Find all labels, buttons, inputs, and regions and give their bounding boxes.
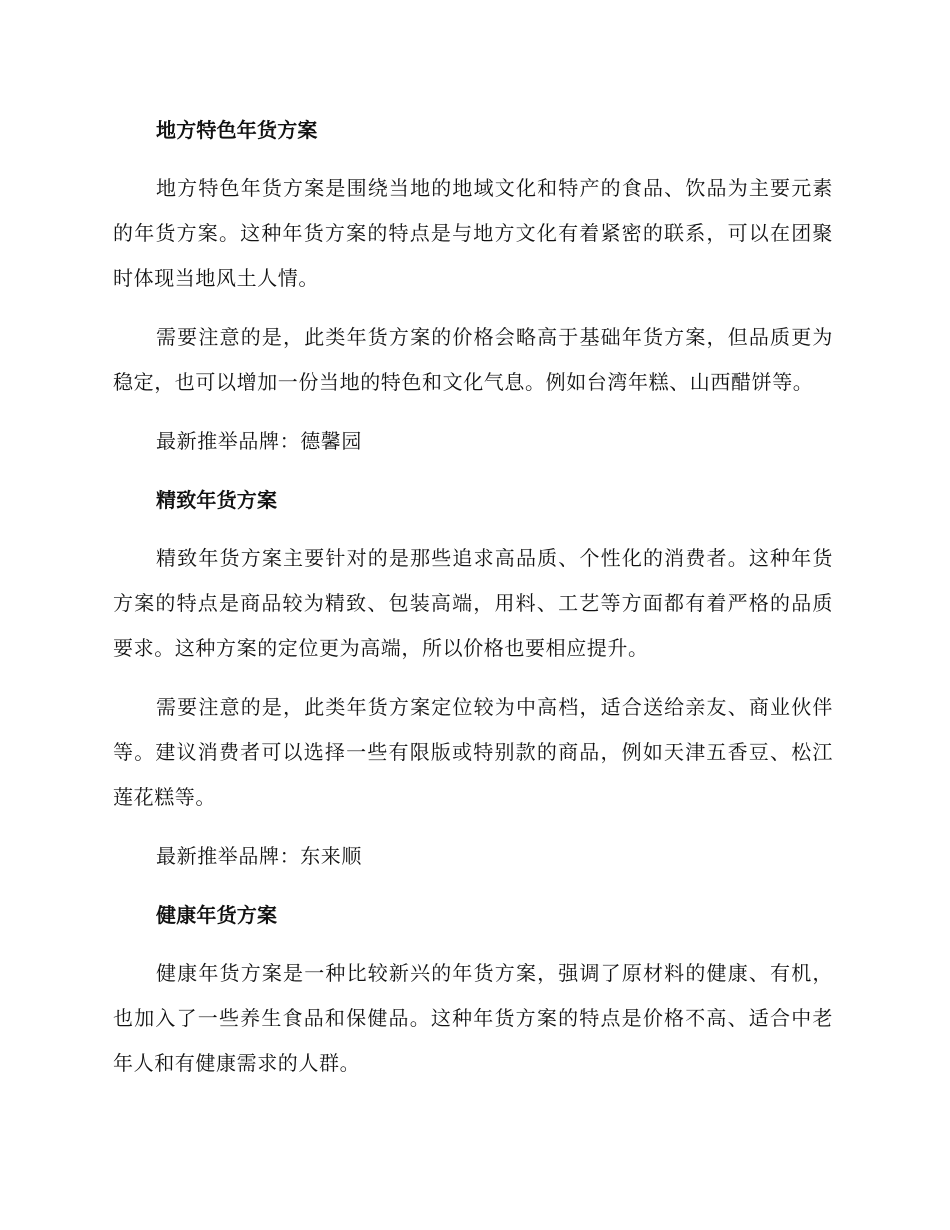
section-title-refined: 精致年货方案 bbox=[156, 488, 278, 512]
paragraph: 精致年货方案主要针对的是那些追求高品质、个性化的消费者。这种年货方案的特点是商品较为精致、包装高端，用料、工艺等方面都有着严格的品质要求。这种方案的定位更为高端，所以价格也要相应提升。 bbox=[113, 546, 833, 660]
section-title-local-specialty: 地方特色年货方案 bbox=[156, 118, 318, 142]
section-title-healthy: 健康年货方案 bbox=[156, 903, 278, 927]
paragraph: 健康年货方案是一种比较新兴的年货方案，强调了原材料的健康、有机，也加入了一些养生食品和保健品。这种年货方案的特点是价格不高、适合中老年人和有健康需求的人群。 bbox=[113, 961, 833, 1075]
paragraph: 地方特色年货方案是围绕当地的地域文化和特产的食品、饮品为主要元素的年货方案。这种年货方案的特点是与地方文化有着紧密的联系，可以在团聚时体现当地风土人情。 bbox=[113, 176, 833, 290]
paragraph: 需要注意的是，此类年货方案的价格会略高于基础年货方案，但品质更为稳定，也可以增加一份当地的特色和文化气息。例如台湾年糕、山西醋饼等。 bbox=[113, 325, 833, 394]
paragraph: 需要注意的是，此类年货方案定位较为中高档，适合送给亲友、商业伙伴等。建议消费者可以选择一些有限版或特别款的商品，例如天津五香豆、松江莲花糕等。 bbox=[113, 695, 833, 809]
recommended-brand: 最新推举品牌：德馨园 bbox=[156, 429, 362, 453]
document-body bbox=[113, 108, 833, 1100]
recommended-brand: 最新推举品牌：东来顺 bbox=[156, 844, 362, 868]
